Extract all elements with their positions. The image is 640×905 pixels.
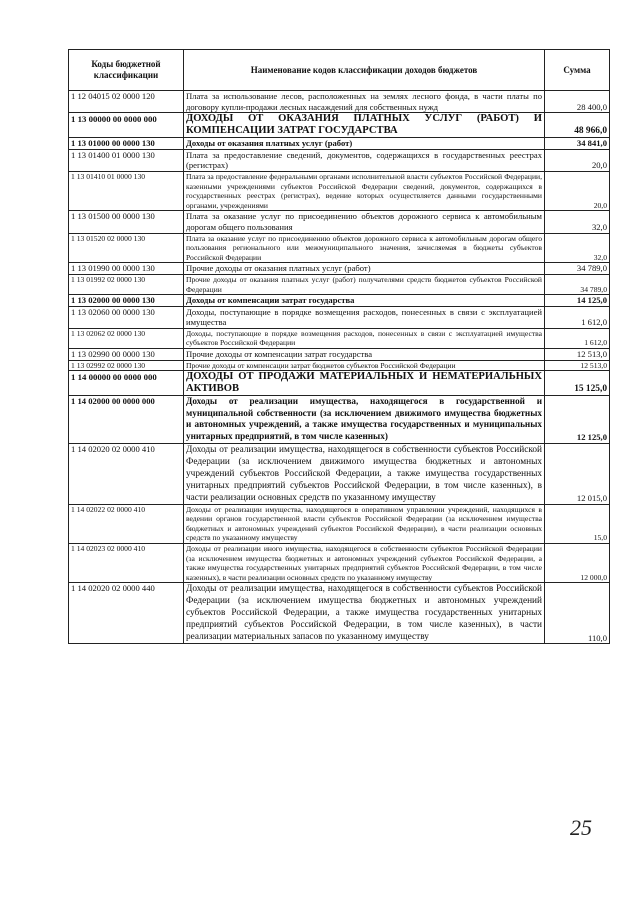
budget-table-sheet [68, 49, 610, 644]
row-name: Доходы от компенсации затрат государства [184, 295, 545, 307]
row-sum: 12 513,0 [545, 349, 610, 361]
row-name: Доходы от реализации иного имущества, находящегося в собственности субъектов Российской Федерации (за исключением имущества бюджетных и автономных учреждений субъектов Российской Федерации, а также имущества государственных унитарных предприятий субъектов Российской Федерации, в том числе казенных), в части реализации основных средств по указанному имуществу [184, 544, 545, 583]
row-code: 1 13 02000 00 0000 130 [69, 295, 184, 307]
row-sum: 48 966,0 [545, 113, 610, 138]
table-row [69, 504, 610, 543]
table-row [69, 138, 610, 150]
row-code: 1 13 01000 00 0000 130 [69, 138, 184, 150]
row-name: Доходы от реализации имущества, находящегося в оперативном управлении учреждений, находящихся в ведении органов государственной власти субъектов Российской Федерации (за исключением имущества бюджетных и автономных учреждений субъектов Российской Федерации), в части реализации основных средств по указанному имуществу [184, 504, 545, 543]
row-code: 1 13 01500 00 0000 130 [69, 211, 184, 233]
table-row [69, 306, 610, 328]
row-name: ДОХОДЫ ОТ ОКАЗАНИЯ ПЛАТНЫХ УСЛУГ (РАБОТ) И КОМПЕНСАЦИИ ЗАТРАТ ГОСУДАРСТВА [184, 113, 545, 138]
row-code: 1 13 01400 01 0000 130 [69, 149, 184, 171]
row-name: ДОХОДЫ ОТ ПРОДАЖИ МАТЕРИАЛЬНЫХ И НЕМАТЕРИАЛЬНЫХ АКТИВОВ [184, 371, 545, 396]
row-name: Доходы от реализации имущества, находящегося в государственной и муниципальной собственности (за исключением движимого имущества бюджетных и автономных учреждений, а также имущества государственных и муниципальных унитарных предприятий, в том числе казенных) [184, 396, 545, 443]
row-sum: 12 015,0 [545, 443, 610, 504]
table-row [69, 91, 610, 113]
column-header-name: Наименование кодов классификации доходов бюджетов [184, 50, 545, 91]
row-name: Плата за оказание услуг по присоединению объектов дорожного сервиса к автомобильным дорогам общего пользования [184, 211, 545, 233]
table-body [69, 91, 610, 644]
budget-revenue-table [68, 49, 610, 644]
table-row [69, 263, 610, 275]
row-name: Прочие доходы от компенсации затрат бюджетов субъектов Российской Федерации [184, 360, 545, 371]
table-row [69, 274, 610, 294]
table-row [69, 233, 610, 263]
row-sum: 34 789,0 [545, 263, 610, 275]
row-name: Доходы, поступающие в порядке возмещения расходов, понесенных в связи с эксплуатацией имущества субъектов Российской Федерации [184, 328, 545, 348]
table-row [69, 544, 610, 583]
row-sum: 15 125,0 [545, 371, 610, 396]
page-number: 25 [570, 815, 592, 840]
row-name: Доходы от реализации имущества, находящегося в собственности субъектов Российской Федерации (за исключением движимого имущества бюджетных и автономных учреждений субъектов Российской Федерации, а также имущества государственных унитарных предприятий субъектов Российской Федерации, в том числе казенных), в части реализации основных средств по указанному имуществу [184, 443, 545, 504]
column-header-code: Коды бюджетной классификации [69, 50, 184, 91]
row-sum: 1 612,0 [545, 306, 610, 328]
row-name: Прочие доходы от оказания платных услуг (работ) получателями средств бюджетов субъектов Российской Федерации [184, 274, 545, 294]
row-sum: 14 125,0 [545, 295, 610, 307]
table-row [69, 443, 610, 504]
row-sum: 12 125,0 [545, 396, 610, 443]
row-code: 1 14 00000 00 0000 000 [69, 371, 184, 396]
table-row [69, 295, 610, 307]
row-code: 1 14 02000 00 0000 000 [69, 396, 184, 443]
table-header-row [69, 50, 610, 91]
row-name: Доходы от реализации имущества, находящегося в собственности субъектов Российской Федерации (за исключением имущества бюджетных и автономных учреждений субъектов Российской Федерации, а также имущества государственных унитарных предприятий субъектов Российской Федерации, в том числе казенных), в части реализации материальных запасов по указанному имуществу [184, 583, 545, 644]
row-sum: 34 841,0 [545, 138, 610, 150]
row-code: 1 13 02060 00 0000 130 [69, 306, 184, 328]
row-sum: 15,0 [545, 504, 610, 543]
row-code: 1 12 04015 02 0000 120 [69, 91, 184, 113]
row-code: 1 14 02022 02 0000 410 [69, 504, 184, 543]
table-row [69, 371, 610, 396]
row-code: 1 13 02062 02 0000 130 [69, 328, 184, 348]
row-code: 1 13 01410 01 0000 130 [69, 171, 184, 210]
table-row [69, 360, 610, 371]
row-code: 1 14 02023 02 0000 410 [69, 544, 184, 583]
table-row [69, 349, 610, 361]
table-row [69, 396, 610, 443]
row-code: 1 13 01992 02 0000 130 [69, 274, 184, 294]
table-row [69, 113, 610, 138]
table-row [69, 211, 610, 233]
row-sum: 32,0 [545, 211, 610, 233]
row-code: 1 13 01520 02 0000 130 [69, 233, 184, 263]
row-name: Доходы от оказания платных услуг (работ) [184, 138, 545, 150]
row-name: Доходы, поступающие в порядке возмещения расходов, понесенных в связи с эксплуатацией имущества [184, 306, 545, 328]
column-header-sum: Сумма [545, 50, 610, 91]
row-code: 1 14 02020 02 0000 410 [69, 443, 184, 504]
table-row [69, 149, 610, 171]
row-sum: 20,0 [545, 171, 610, 210]
row-sum: 1 612,0 [545, 328, 610, 348]
row-sum: 12 513,0 [545, 360, 610, 371]
row-sum: 34 789,0 [545, 274, 610, 294]
row-sum: 32,0 [545, 233, 610, 263]
row-sum: 20,0 [545, 149, 610, 171]
row-sum: 28 400,0 [545, 91, 610, 113]
row-code: 1 14 02020 02 0000 440 [69, 583, 184, 644]
row-code: 1 13 02992 02 0000 130 [69, 360, 184, 371]
table-row [69, 328, 610, 348]
table-row [69, 583, 610, 644]
row-name: Плата за предоставление сведений, документов, содержащихся в государственных реестрах (регистрах) [184, 149, 545, 171]
row-sum: 12 000,0 [545, 544, 610, 583]
table-row [69, 171, 610, 210]
row-name: Прочие доходы от оказания платных услуг (работ) [184, 263, 545, 275]
row-name: Прочие доходы от компенсации затрат государства [184, 349, 545, 361]
row-name: Плата за предоставление федеральными органами исполнительной власти субъектов Российской Федерации, казенными учреждениями субъектов Российской Федерации сведений, документов, содержащихся в государственных реестрах (регистрах), ведение которых осуществляется данными государственными органами, учреждениями [184, 171, 545, 210]
row-name: Плата за использование лесов, расположенных на землях лесного фонда, в части платы по договору купли-продажи лесных насаждений для собственных нужд [184, 91, 545, 113]
row-code: 1 13 00000 00 0000 000 [69, 113, 184, 138]
row-name: Плата за оказание услуг по присоединению объектов дорожного сервиса к автомобильным дорогам общего пользования регионального или межмуниципального значения, зачисляемая в бюджеты субъектов Российской Федерации [184, 233, 545, 263]
row-sum: 110,0 [545, 583, 610, 644]
row-code: 1 13 01990 00 0000 130 [69, 263, 184, 275]
row-code: 1 13 02990 00 0000 130 [69, 349, 184, 361]
